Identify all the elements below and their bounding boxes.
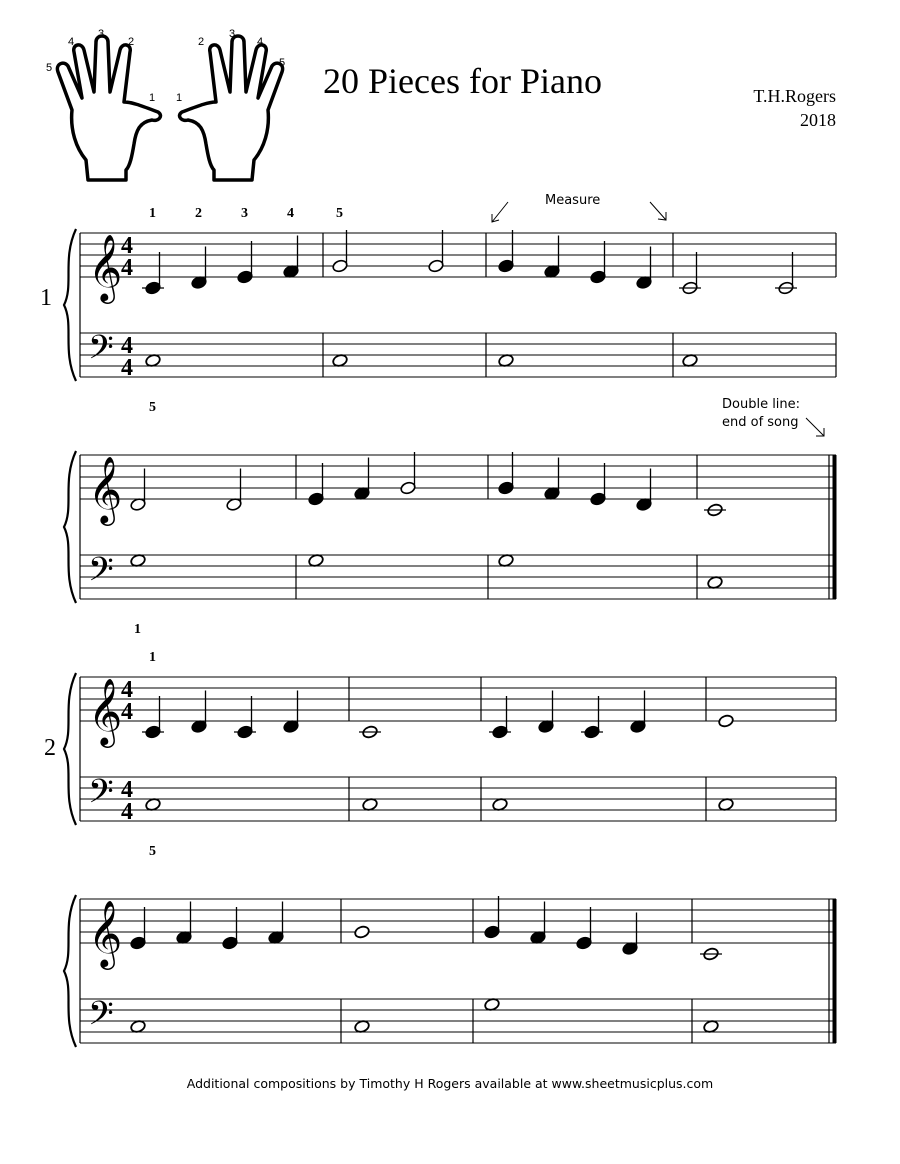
left-finger-1: 1 xyxy=(149,92,156,104)
notehead xyxy=(283,719,300,733)
treble-clef: 𝄞 xyxy=(88,679,123,744)
notehead xyxy=(191,719,208,733)
notehead xyxy=(176,930,193,944)
left-finger-3: 3 xyxy=(98,28,105,40)
treble-note-D4 xyxy=(226,469,243,512)
notehead xyxy=(544,264,561,278)
notehead xyxy=(191,275,208,289)
treble-fingering: 5 xyxy=(336,206,343,221)
notehead xyxy=(590,270,607,284)
notehead xyxy=(498,353,515,367)
notehead xyxy=(130,936,147,950)
notehead xyxy=(538,719,555,733)
notehead xyxy=(428,259,445,273)
right-finger-2: 2 xyxy=(198,36,205,48)
notehead xyxy=(630,719,647,733)
bass-note-C3 xyxy=(498,353,515,367)
bass-note-C3 xyxy=(130,1019,147,1033)
treble-time-sig-top: 4 xyxy=(121,677,133,703)
treble-fingering: 3 xyxy=(241,206,248,221)
notehead xyxy=(332,353,349,367)
bass-note-G3 xyxy=(484,997,501,1011)
notehead xyxy=(354,925,371,939)
treble-note-E4 xyxy=(308,463,325,506)
treble-clef: 𝄞 xyxy=(88,457,123,522)
treble-time-sig-bottom: 4 xyxy=(121,699,133,725)
notehead xyxy=(308,492,325,506)
bass-fingering: 1 xyxy=(134,622,141,637)
treble-note-D4 xyxy=(538,691,555,734)
treble-note-C4 xyxy=(704,503,726,517)
notehead xyxy=(718,797,735,811)
treble-note-C4 xyxy=(234,696,256,739)
notehead xyxy=(707,575,724,589)
notehead xyxy=(362,797,379,811)
bass-clef: 𝄢 xyxy=(88,773,114,818)
left-finger-4: 4 xyxy=(68,36,75,48)
bass-clef: 𝄢 xyxy=(88,995,114,1040)
notehead xyxy=(226,497,243,511)
brace xyxy=(64,451,76,603)
treble-note-D4 xyxy=(191,691,208,734)
bass-clef: 𝄢 xyxy=(88,551,114,596)
treble-clef: 𝄞 xyxy=(88,235,123,300)
bass-note-C3 xyxy=(682,353,699,367)
bass-note-C3 xyxy=(492,797,509,811)
notehead xyxy=(130,497,147,511)
notehead xyxy=(354,486,371,500)
notehead xyxy=(332,259,349,273)
notehead xyxy=(145,353,162,367)
bass-fingering: 5 xyxy=(149,844,156,859)
treble-note-G4 xyxy=(484,896,501,939)
notehead xyxy=(718,714,735,728)
brace xyxy=(64,229,76,381)
right-finger-4: 4 xyxy=(257,36,264,48)
right-finger-3: 3 xyxy=(229,28,236,40)
notehead xyxy=(268,930,285,944)
bass-note-C3 xyxy=(145,797,162,811)
bass-note-G3 xyxy=(498,553,515,567)
treble-note-C4 xyxy=(775,252,797,295)
bass-time-sig-bottom: 4 xyxy=(121,355,133,381)
notehead xyxy=(682,353,699,367)
bass-note-C3 xyxy=(145,353,162,367)
treble-note-E4 xyxy=(222,907,239,950)
treble-note-G4 xyxy=(354,925,371,939)
notehead xyxy=(130,553,147,567)
bass-time-sig-top: 4 xyxy=(121,777,133,803)
treble-note-C4 xyxy=(679,252,701,295)
treble-note-D4 xyxy=(636,469,653,512)
bass-fingering: 5 xyxy=(149,400,156,415)
notehead xyxy=(400,481,417,495)
notehead xyxy=(484,925,501,939)
brace xyxy=(64,673,76,825)
treble-note-G4 xyxy=(332,230,349,273)
composition-year: 2018 xyxy=(800,110,836,130)
notehead xyxy=(498,259,515,273)
bass-note-C3 xyxy=(362,797,379,811)
brace xyxy=(64,895,76,1047)
bass-time-sig-top: 4 xyxy=(121,333,133,359)
treble-note-C4 xyxy=(142,252,164,295)
measure-annotation: Measure xyxy=(545,193,601,208)
treble-note-D4 xyxy=(130,469,147,512)
treble-note-F4 xyxy=(544,458,561,501)
treble-note-F4 xyxy=(283,236,300,279)
footer-text: Additional compositions by Timothy H Rogers available at www.sheetmusicplus.com xyxy=(186,1076,714,1091)
treble-note-F4 xyxy=(530,902,547,945)
treble-note-C4 xyxy=(489,696,511,739)
notehead xyxy=(498,553,515,567)
treble-note-G4 xyxy=(498,452,515,495)
notehead xyxy=(492,797,509,811)
bass-note-G3 xyxy=(130,553,147,567)
treble-note-E4 xyxy=(576,907,593,950)
bass-note-C3 xyxy=(703,1019,720,1033)
bass-note-C3 xyxy=(707,575,724,589)
bass-note-G3 xyxy=(308,553,325,567)
page-title: 20 Pieces for Piano xyxy=(323,61,602,101)
notehead xyxy=(530,930,547,944)
notehead xyxy=(484,997,501,1011)
notehead xyxy=(622,941,639,955)
left-finger-2: 2 xyxy=(128,36,135,48)
notehead xyxy=(636,275,653,289)
treble-time-sig-top: 4 xyxy=(121,233,133,259)
notehead xyxy=(576,936,593,950)
treble-note-G4 xyxy=(498,230,515,273)
piece-number-1: 1 xyxy=(40,285,52,311)
treble-note-F4 xyxy=(544,236,561,279)
notehead xyxy=(636,497,653,511)
treble-note-E4 xyxy=(237,241,254,284)
notehead xyxy=(308,553,325,567)
treble-note-E4 xyxy=(590,463,607,506)
treble-note-G4 xyxy=(428,230,445,273)
treble-fingering: 4 xyxy=(287,206,294,221)
notehead xyxy=(703,1019,720,1033)
treble-note-E4 xyxy=(130,907,147,950)
treble-time-sig-bottom: 4 xyxy=(121,255,133,281)
treble-note-E4 xyxy=(718,714,735,728)
treble-fingering: 1 xyxy=(149,206,156,221)
notehead xyxy=(544,486,561,500)
treble-note-D4 xyxy=(630,691,647,734)
bass-note-C3 xyxy=(354,1019,371,1033)
notehead xyxy=(145,797,162,811)
composer-name: T.H.Rogers xyxy=(753,86,836,106)
treble-note-E4 xyxy=(590,241,607,284)
treble-note-C4 xyxy=(142,696,164,739)
treble-note-C4 xyxy=(581,696,603,739)
double-line-annotation-line2: end of song xyxy=(722,415,799,430)
piece-number-2: 2 xyxy=(44,735,56,761)
treble-note-C4 xyxy=(700,947,722,961)
notehead xyxy=(498,481,515,495)
left-finger-5: 5 xyxy=(46,62,53,74)
treble-note-D4 xyxy=(283,691,300,734)
bass-time-sig-bottom: 4 xyxy=(121,799,133,825)
treble-note-D4 xyxy=(622,913,639,956)
treble-fingering: 2 xyxy=(195,206,202,221)
notehead xyxy=(222,936,239,950)
notehead xyxy=(283,264,300,278)
treble-note-D4 xyxy=(636,247,653,290)
bass-clef: 𝄢 xyxy=(88,329,114,374)
treble-fingering: 1 xyxy=(149,650,156,665)
treble-note-F4 xyxy=(176,902,193,945)
treble-note-F4 xyxy=(268,902,285,945)
double-line-annotation-line1: Double line: xyxy=(722,397,801,412)
notehead xyxy=(354,1019,371,1033)
treble-note-F4 xyxy=(354,458,371,501)
right-finger-5: 5 xyxy=(279,57,286,69)
bass-note-C3 xyxy=(718,797,735,811)
treble-note-D4 xyxy=(191,247,208,290)
treble-note-C4 xyxy=(359,725,381,739)
treble-clef: 𝄞 xyxy=(88,901,123,966)
notehead xyxy=(237,270,254,284)
treble-note-G4 xyxy=(400,452,417,495)
right-finger-1: 1 xyxy=(176,92,183,104)
notehead xyxy=(590,492,607,506)
bass-note-C3 xyxy=(332,353,349,367)
notehead xyxy=(130,1019,147,1033)
